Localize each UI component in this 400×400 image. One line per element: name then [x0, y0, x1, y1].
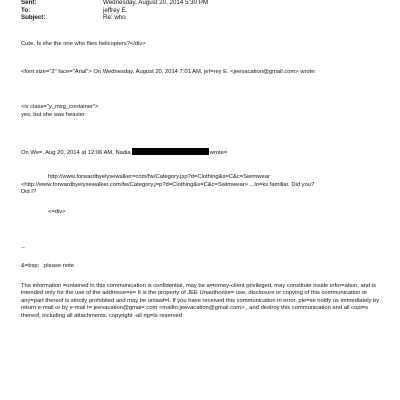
please-note-line: &=bsp; please note: [21, 263, 75, 269]
body-line-3: <iv class="y_msg_container">: [21, 104, 99, 110]
sent-label: Sent:: [21, 0, 37, 6]
sent-value: Wednesday, August 20, 2014 5:30 PM: [103, 0, 209, 6]
body-line-6: http://www.forwardbyelysewalker=com/fw/Category.jsp?d=Clothing&s=C&c=Swimwear: [48, 174, 270, 180]
to-value: jeffrey E.: [103, 6, 128, 14]
redaction-bar: [132, 148, 209, 155]
sent-row: [21, 0, 208, 6]
subject-label: Subject:: [21, 14, 46, 21]
body-line-7: <http://www.forwardbyelysewalker.com/fw/Category.j=p?d=Clothing&s=C&c=Swimwear> ...lo=ks familiar. Did you?: [21, 181, 315, 188]
to-label: To:: [21, 6, 31, 14]
body-line-4: yes, but she was heavier: [21, 111, 85, 118]
body-line-1: Cute. Is she the one who flies helicopters?</div>: [21, 41, 146, 47]
body-line-5-start: On We=, Aug 20, 2014 at 12:06 AM, Nadia: [21, 150, 131, 156]
subject-value: Re: who: [103, 14, 126, 21]
body-line-8: Did I?: [21, 189, 37, 195]
body-line-2: <font size="2" face="Arial"> On Wednesday, August 20, 2014 7:01 AM, jef=rey E. <jeevacation@gmail.com> wrote:: [21, 69, 317, 75]
signature-separator: --: [21, 245, 25, 251]
body-line-5-end: wrote=: [209, 150, 228, 156]
confidentiality-disclaimer: The information =ontained in this communication is confidential, may be a=torney-client privileged, may constitute inside infor=ation, and is intended only for the use of the addresse=e= It is the property of JEE Unauthorize= use, disclosure or copying of this communication or any=part thereof is strictly prohibited and may be unlawf=l. If you have received this communication in error, ple=se notify us immediately by return e-mail or by e-mail t= jeevacation@gmai=.com <mailto:jeevacation@gmail.com> , and destroy this communication and all copi=s thereof, including all attachments. copyright -all rig=ts reserved: [21, 283, 381, 319]
subject-row: [21, 14, 126, 21]
to-row: [21, 7, 127, 14]
body-line-9: <=div>: [48, 209, 66, 215]
body-line-5: [21, 148, 386, 157]
